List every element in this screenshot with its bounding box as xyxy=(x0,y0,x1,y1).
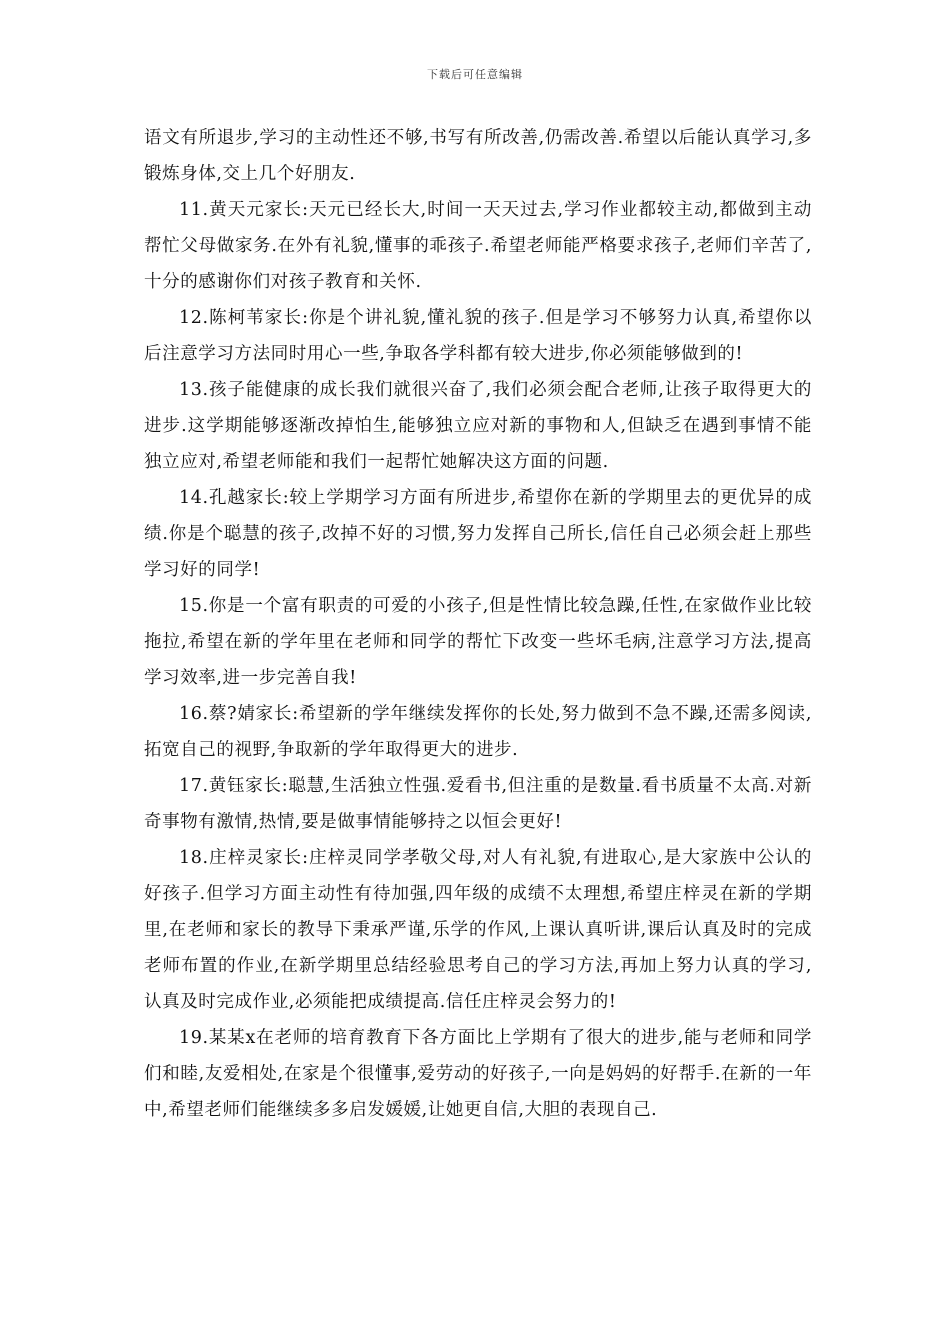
paragraph-12: 12.陈柯苇家长:你是个讲礼貌,懂礼貌的孩子.但是学习不够努力认真,希望你以后注意学习方法同时用心一些,争取各学科都有较大进步,你必须能够做到的! xyxy=(144,308,812,364)
paragraph-17: 17.黄钰家长:聪慧,生活独立性强.爱看书,但注重的是数量.看书质量不太高.对新奇事物有激情,热情,要是做事情能够持之以恒会更好! xyxy=(144,776,812,832)
paragraph-16: 16.蔡?婧家长:希望新的学年继续发挥你的长处,努力做到不急不躁,还需多阅读,拓宽自己的视野,争取新的学年取得更大的进步. xyxy=(144,704,812,760)
paragraph-18: 18.庄梓灵家长:庄梓灵同学孝敬父母,对人有礼貌,有进取心,是大家族中公认的好孩子.但学习方面主动性有待加强,四年级的成绩不太理想,希望庄梓灵在新的学期里,在老师和家长的教导下秉承严谨,乐学的作风,上课认真听讲,课后认真及时的完成老师布置的作业,在新学期里总结经验思考自己的学习方法,再加上努力认真的学习,认真及时完成作业,必须能把成绩提高.信任庄梓灵会努力的! xyxy=(144,848,812,1012)
document-body xyxy=(144,120,812,1128)
paragraph-11: 11.黄天元家长:天元已经长大,时间一天天过去,学习作业都较主动,都做到主动帮忙父母做家务.在外有礼貌,懂事的乖孩子.希望老师能严格要求孩子,老师们辛苦了,十分的感谢你们对孩子教育和关怀. xyxy=(144,200,812,292)
paragraph-14: 14.孔越家长:较上学期学习方面有所进步,希望你在新的学期里去的更优异的成绩.你是个聪慧的孩子,改掉不好的习惯,努力发挥自己所长,信任自己必须会赶上那些学习好的同学! xyxy=(144,488,812,580)
paragraph-19: 19.某某x在老师的培育教育下各方面比上学期有了很大的进步,能与老师和同学们和睦,友爱相处,在家是个很懂事,爱劳动的好孩子,一向是妈妈的好帮手.在新的一年中,希望老师们能继续多多启发媛媛,让她更自信,大胆的表现自己. xyxy=(144,1028,812,1120)
paragraph-15: 15.你是一个富有职责的可爱的小孩子,但是性情比较急躁,任性,在家做作业比较拖拉,希望在新的学年里在老师和同学的帮忙下改变一些坏毛病,注意学习方法,提高学习效率,进一步完善自我! xyxy=(144,596,812,688)
paragraph-continuation: 语文有所退步,学习的主动性还不够,书写有所改善,仍需改善.希望以后能认真学习,多锻炼身体,交上几个好朋友. xyxy=(144,128,812,184)
header-note: 下载后可任意编辑 xyxy=(427,68,523,81)
paragraph-13: 13.孩子能健康的成长我们就很兴奋了,我们必须会配合老师,让孩子取得更大的进步.这学期能够逐渐改掉怕生,能够独立应对新的事物和人,但缺乏在遇到事情不能独立应对,希望老师能和我们一起帮忙她解决这方面的问题. xyxy=(144,380,812,472)
